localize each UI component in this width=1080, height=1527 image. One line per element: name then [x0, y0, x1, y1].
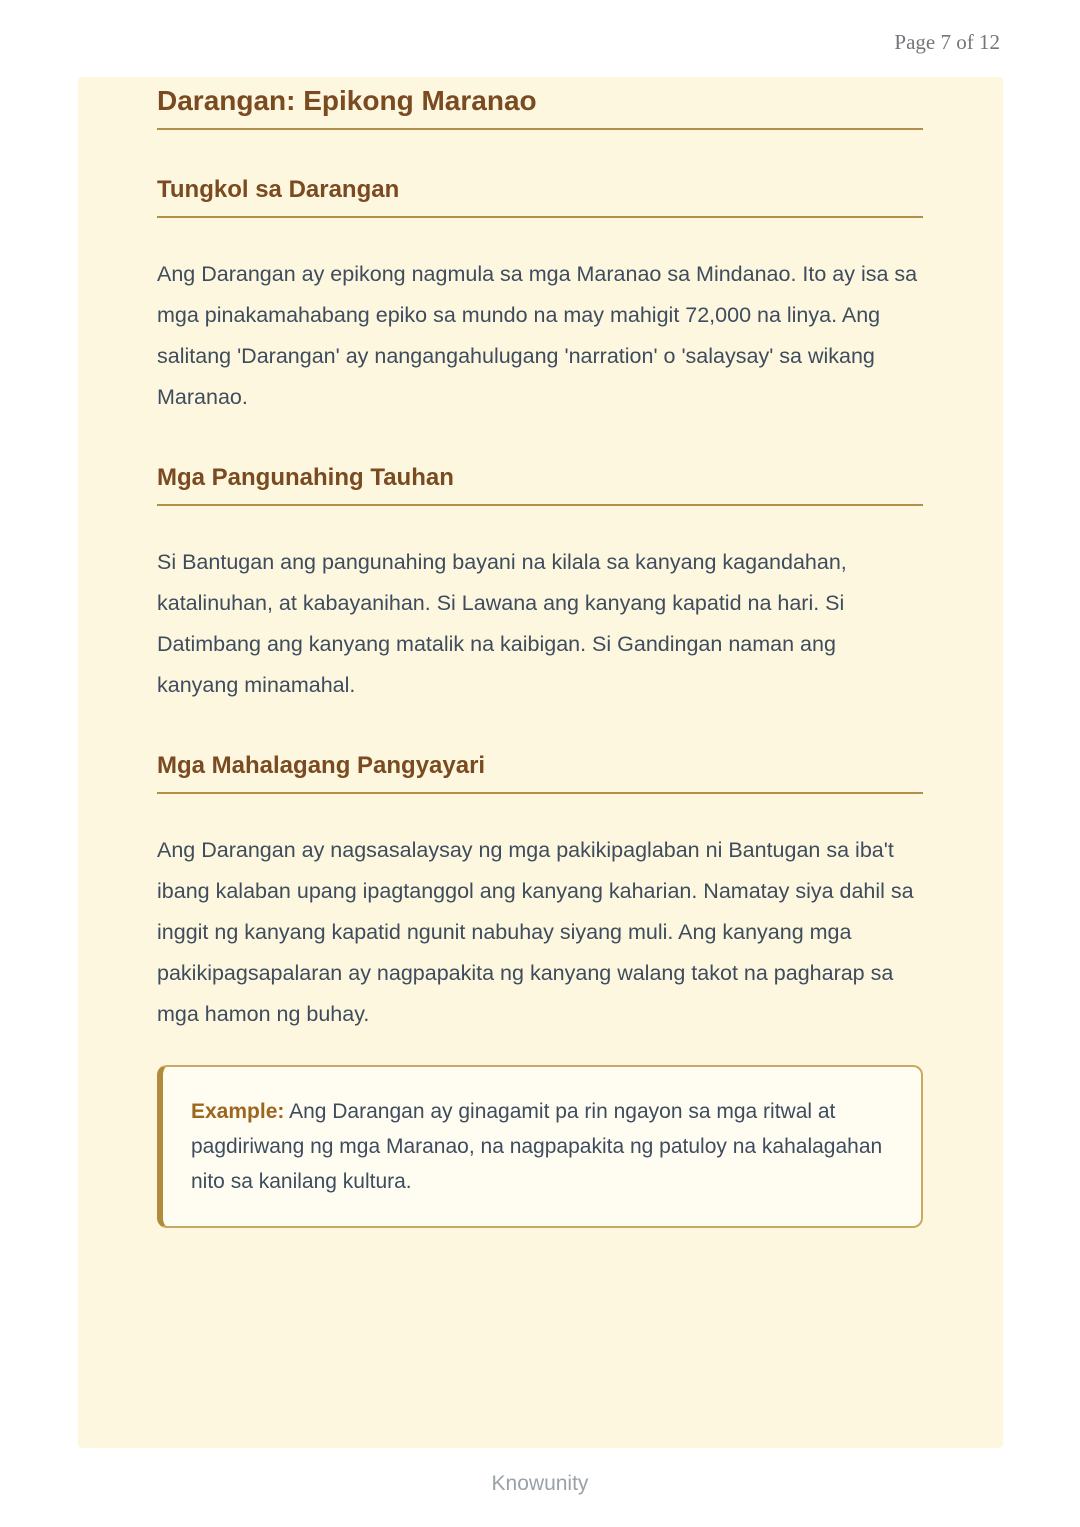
footer-brand: Knowunity — [491, 1472, 589, 1495]
example-callout — [157, 1065, 923, 1228]
example-text: Ang Darangan ay ginagamit pa rin ngayon sa mga ritwal at pagdiriwang ng mga Maranao, na nagpapakita ng patuloy na kahalagahan nito sa kanilang kultura. — [191, 1099, 883, 1193]
section-heading-tungkol-sa-darangan: Tungkol sa Darangan — [157, 176, 400, 204]
page-number-indicator: Page 7 of 12 — [894, 30, 1000, 54]
section-underline — [157, 504, 923, 506]
document-title: Darangan: Epikong Maranao — [157, 85, 537, 116]
document-card — [78, 77, 1003, 1448]
section-underline — [157, 792, 923, 794]
section-paragraph: Ang Darangan ay nagsasalaysay ng mga pakikipaglaban ni Bantugan sa iba't ibang kalaban upang ipagtanggol ang kanyang kaharian. Namatay siya dahil sa inggit ng kanyang kapatid ngunit nabuhay siyang muli. Ang kanyang mga pakikipagsapalaran ay nagpapakita ng kanyang walang takot na pagharap sa mga hamon ng buhay. — [157, 837, 914, 1026]
title-underline — [157, 128, 923, 130]
section-paragraph: Ang Darangan ay epikong nagmula sa mga Maranao sa Mindanao. Ito ay isa sa mga pinakamahabang epiko sa mundo na may mahigit 72,000 na linya. Ang salitang 'Darangan' ay nangangahulugang 'narration' o 'salaysay' sa wikang Maranao. — [157, 261, 918, 409]
section-heading-mga-pangunahing-tauhan: Mga Pangunahing Tauhan — [157, 463, 454, 491]
example-label: Example: — [191, 1099, 285, 1123]
section-paragraph: Si Bantugan ang pangunahing bayani na kilala sa kanyang kagandahan, katalinuhan, at kabayanihan. Si Lawana ang kanyang kapatid na hari. Si Datimbang ang kanyang matalik na kaibigan. Si Gandingan naman ang kanyang minamahal. — [157, 549, 847, 697]
section-heading-mga-mahalagang-pangyayari: Mga Mahalagang Pangyayari — [157, 751, 486, 779]
section-underline — [157, 216, 923, 218]
